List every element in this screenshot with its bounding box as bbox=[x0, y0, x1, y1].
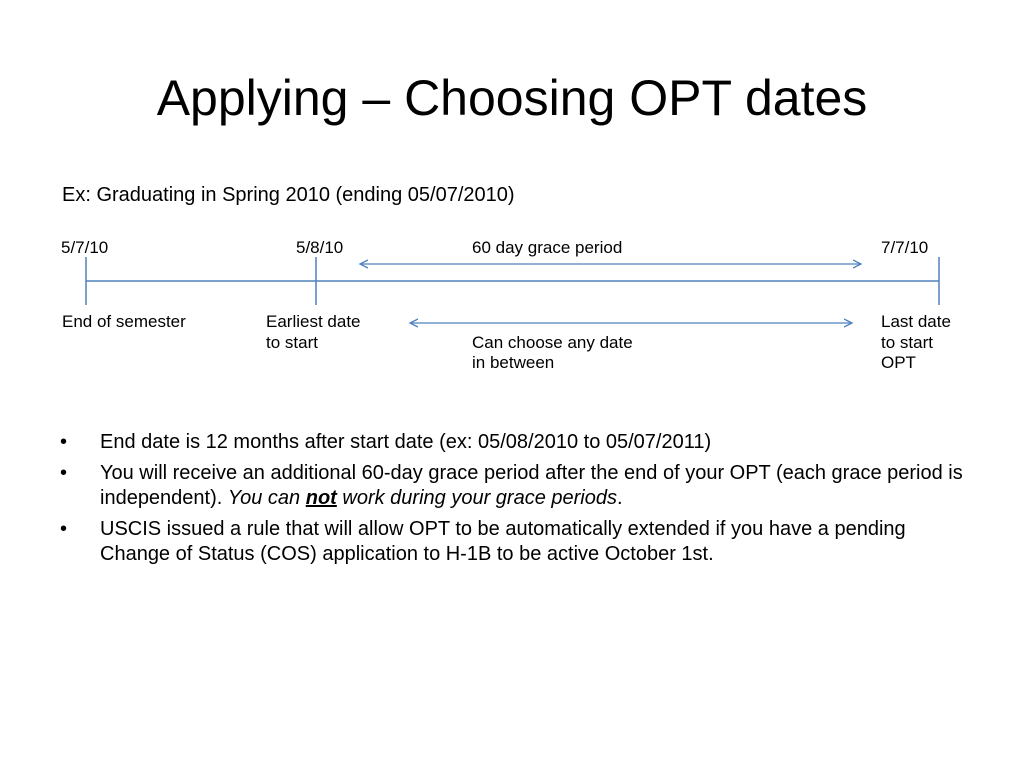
bullet-text: USCIS issued a rule that will allow OPT to be automatically extended if you have a pending Change of Status (COS) application to H-1B to be active October 1st. bbox=[100, 518, 906, 565]
bullet-strong-not: not bbox=[305, 487, 337, 509]
date-start: 5/7/10 bbox=[61, 238, 109, 257]
bullet-item bbox=[60, 517, 980, 567]
earliest-date-label-line2: to start bbox=[266, 333, 318, 352]
end-of-semester-label: End of semester bbox=[62, 312, 186, 331]
date-last: 7/7/10 bbox=[881, 238, 929, 257]
grace-period-label: 60 day grace period bbox=[472, 238, 623, 257]
bullet-marker: • bbox=[60, 462, 68, 484]
last-date-label-line2: to start bbox=[881, 333, 933, 352]
bullet-marker: • bbox=[60, 518, 68, 540]
earliest-date-label-line1: Earliest date bbox=[266, 312, 361, 331]
last-date-label-line1: Last date bbox=[881, 312, 951, 331]
bullet-list bbox=[60, 430, 980, 573]
date-earliest: 5/8/10 bbox=[296, 238, 344, 257]
bullet-emphasis: work during your grace periods bbox=[336, 487, 617, 509]
example-text: Ex: Graduating in Spring 2010 (ending 05/07/2010) bbox=[62, 184, 515, 206]
bullet-text: End date is 12 months after start date (ex: 05/08/2010 to 05/07/2011) bbox=[100, 431, 712, 453]
bullet-item bbox=[60, 461, 980, 511]
bullet-emphasis: You can bbox=[227, 487, 306, 509]
bullet-period: . bbox=[616, 487, 623, 509]
bullet-text: You will receive an additional 60-day grace period after the end of your OPT (each grace period is independent). bbox=[100, 462, 963, 509]
bullet-item bbox=[60, 430, 980, 455]
bullet-marker: • bbox=[60, 431, 68, 453]
last-date-label-line3: OPT bbox=[881, 353, 916, 372]
choose-any-date-line2: in between bbox=[472, 353, 555, 372]
choose-any-date-line1: Can choose any date bbox=[472, 333, 633, 352]
slide-title: Applying – Choosing OPT dates bbox=[156, 70, 868, 126]
